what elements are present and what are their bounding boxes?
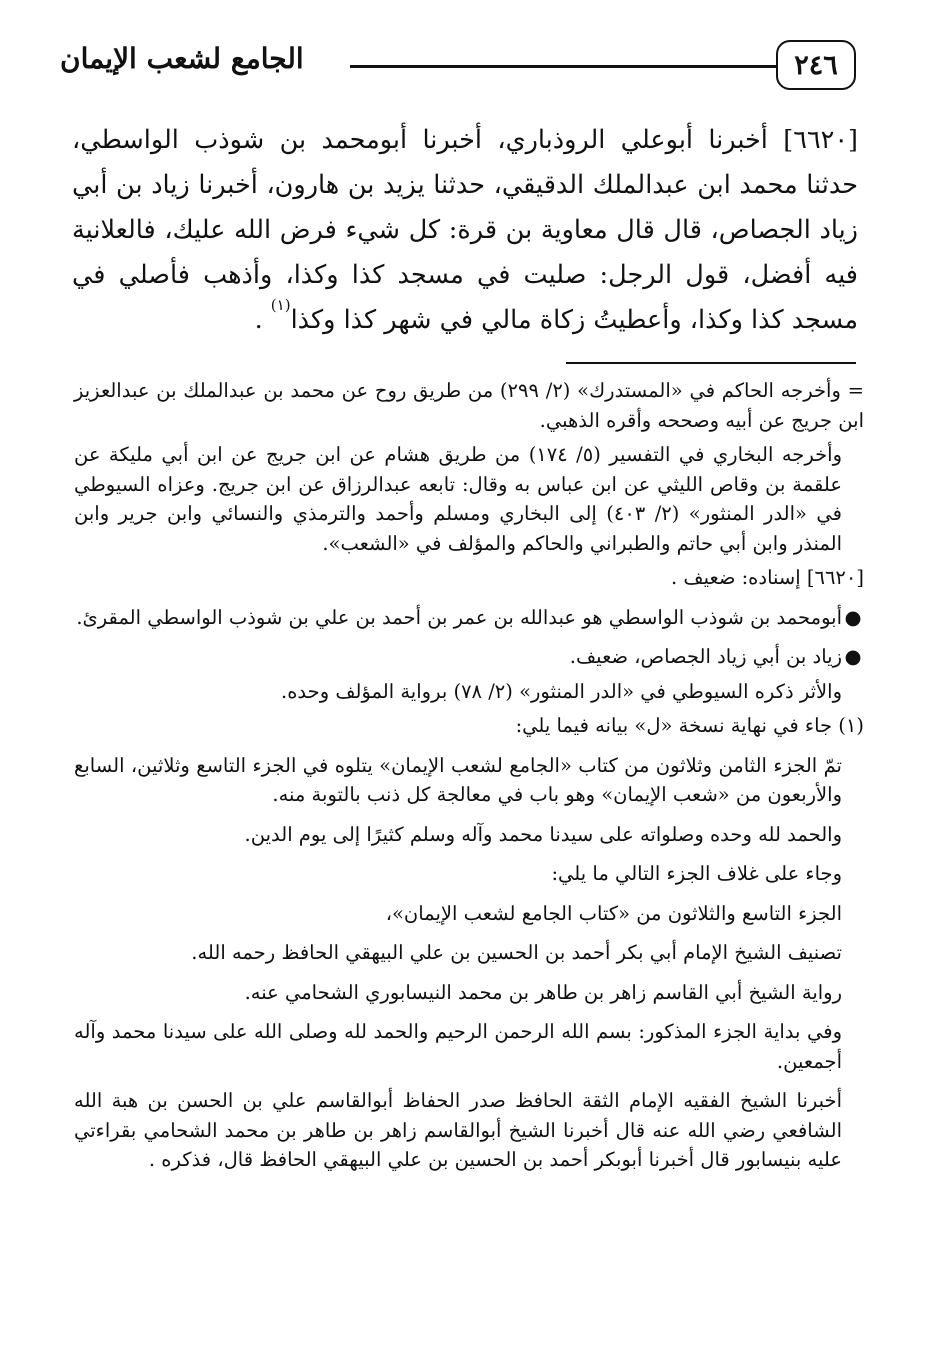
note-author: تصنيف الشيخ الإمام أبي بكر أحمد بن الحسين بن علي البيهقي الحافظ رحمه الله. [191, 941, 842, 964]
note-cover: وجاء على غلاف الجزء التالي ما يلي: [551, 862, 842, 885]
footnotes [74, 376, 864, 1175]
book-title: الجامع لشعب الإيمان [60, 42, 304, 75]
main-text [72, 118, 858, 343]
note-bukhari: وأخرجه البخاري في التفسير (٥/ ١٧٤) من طريق هشام عن ابن جريج عن ابن أبي مليكة عن علقمة بن وقاص الليثي عن ابن عباس به وقال: تابعه عبدالرزاق عن ابن جريج. وعزاه السيوطي في «الدر المنثور» (٢/ ٤٠٣) إلى البخاري ومسلم وأحمد والترمذي والنسائي وابن جرير وابن المنذر وابن أبي حاتم والطبراني والحاكم والمؤلف في «الشعب». [74, 443, 842, 555]
bullet-text: أبومحمد بن شوذب الواسطي هو عبدالله بن عمر بن أحمد بن علي بن شوذب الواسطي المقرئ. [76, 605, 842, 629]
bullet-item [74, 603, 864, 633]
header-rule [350, 65, 776, 68]
main-paragraph [72, 118, 858, 343]
footnote-separator [566, 362, 856, 364]
page-number: ٢٤٦ [776, 40, 856, 90]
main-paragraph-text: [٦٦٢٠] أخبرنا أبوعلي الروذباري، أخبرنا أبومحمد بن شوذب الواسطي، حدثنا محمد ابن عبدالملك الدقيقي، حدثنا يزيد بن هارون، أخبرنا زياد بن أبي زياد الجصاص، قال قال معاوية بن قرة: كل شيء فرض الله عليك، فالعلانية فيه أفضل، قول الرجل: صليت في مسجد كذا وكذا، وأذهب فأصلي في مسجد كذا وكذا، وأعطيتُ زكاة مالي في شهر كذا وكذا [72, 125, 858, 335]
footnote-marker: (١) [270, 296, 291, 314]
note-colophon: تمّ الجزء الثامن وثلاثون من كتاب «الجامع لشعب الإيمان» يتلوه في الجزء التاسع وثلاثين، السابع والأربعون من «شعب الإيمان» وهو باب في معالجة كل ذنب بالتوبة منه. [74, 753, 842, 806]
page-header [60, 36, 856, 92]
bullet-item [74, 642, 864, 672]
note-hakim: = وأخرجه الحاكم في «المستدرك» (٢/ ٢٩٩) من طريق روح عن محمد بن عبدالملك بن عبدالعزيز ابن جريج عن أبيه وصححه وأقره الذهبي. [74, 379, 864, 432]
note-athar: والأثر ذكره السيوطي في «الدر المنثور» (٢/ ٧٨) برواية المؤلف وحده. [281, 679, 842, 703]
note-hamd: والحمد لله وحده وصلواته على سيدنا محمد وآله وسلم كثيرًا إلى يوم الدين. [244, 822, 842, 846]
note-isnad-chain: أخبرنا الشيخ الفقيه الإمام الثقة الحافظ صدر الحفاظ أبوالقاسم علي بن الحسن بن هبة الله الشافعي رضي الله عنه قال أخبرنا الشيخ أبوالقاسم زاهر بن طاهر بن محمد الشحامي بقراءتي عليه بنيسابور قال أخبرنا أبوبكر أحمد بن الحسين بن علي البيهقي الحافظ قال، فذكره . [74, 1089, 842, 1171]
main-paragraph-end: . [254, 305, 263, 335]
note-riwaya: رواية الشيخ أبي القاسم زاهر بن طاهر بن محمد النيسابوري الشحامي عنه. [244, 980, 842, 1004]
bullet-icon: ● [844, 645, 862, 668]
bullet-text: زياد بن أبي زياد الجصاص، ضعيف. [569, 645, 842, 668]
note-beginning: وفي بداية الجزء المذكور: بسم الله الرحمن الرحيم والحمد لله وصلى الله على سيدنا محمد وآله أجمعين. [74, 1020, 842, 1073]
note-footnote-1: (١) جاء في نهاية نسخة «ل» بيانه فيما يلي: [515, 714, 864, 737]
note-part-title: الجزء التاسع والثلاثون من «كتاب الجامع لشعب الإيمان»، [385, 901, 842, 925]
bullet-icon: ● [844, 605, 862, 629]
note-isnad: [٦٦٢٠] إسناده: ضعيف . [670, 566, 864, 589]
